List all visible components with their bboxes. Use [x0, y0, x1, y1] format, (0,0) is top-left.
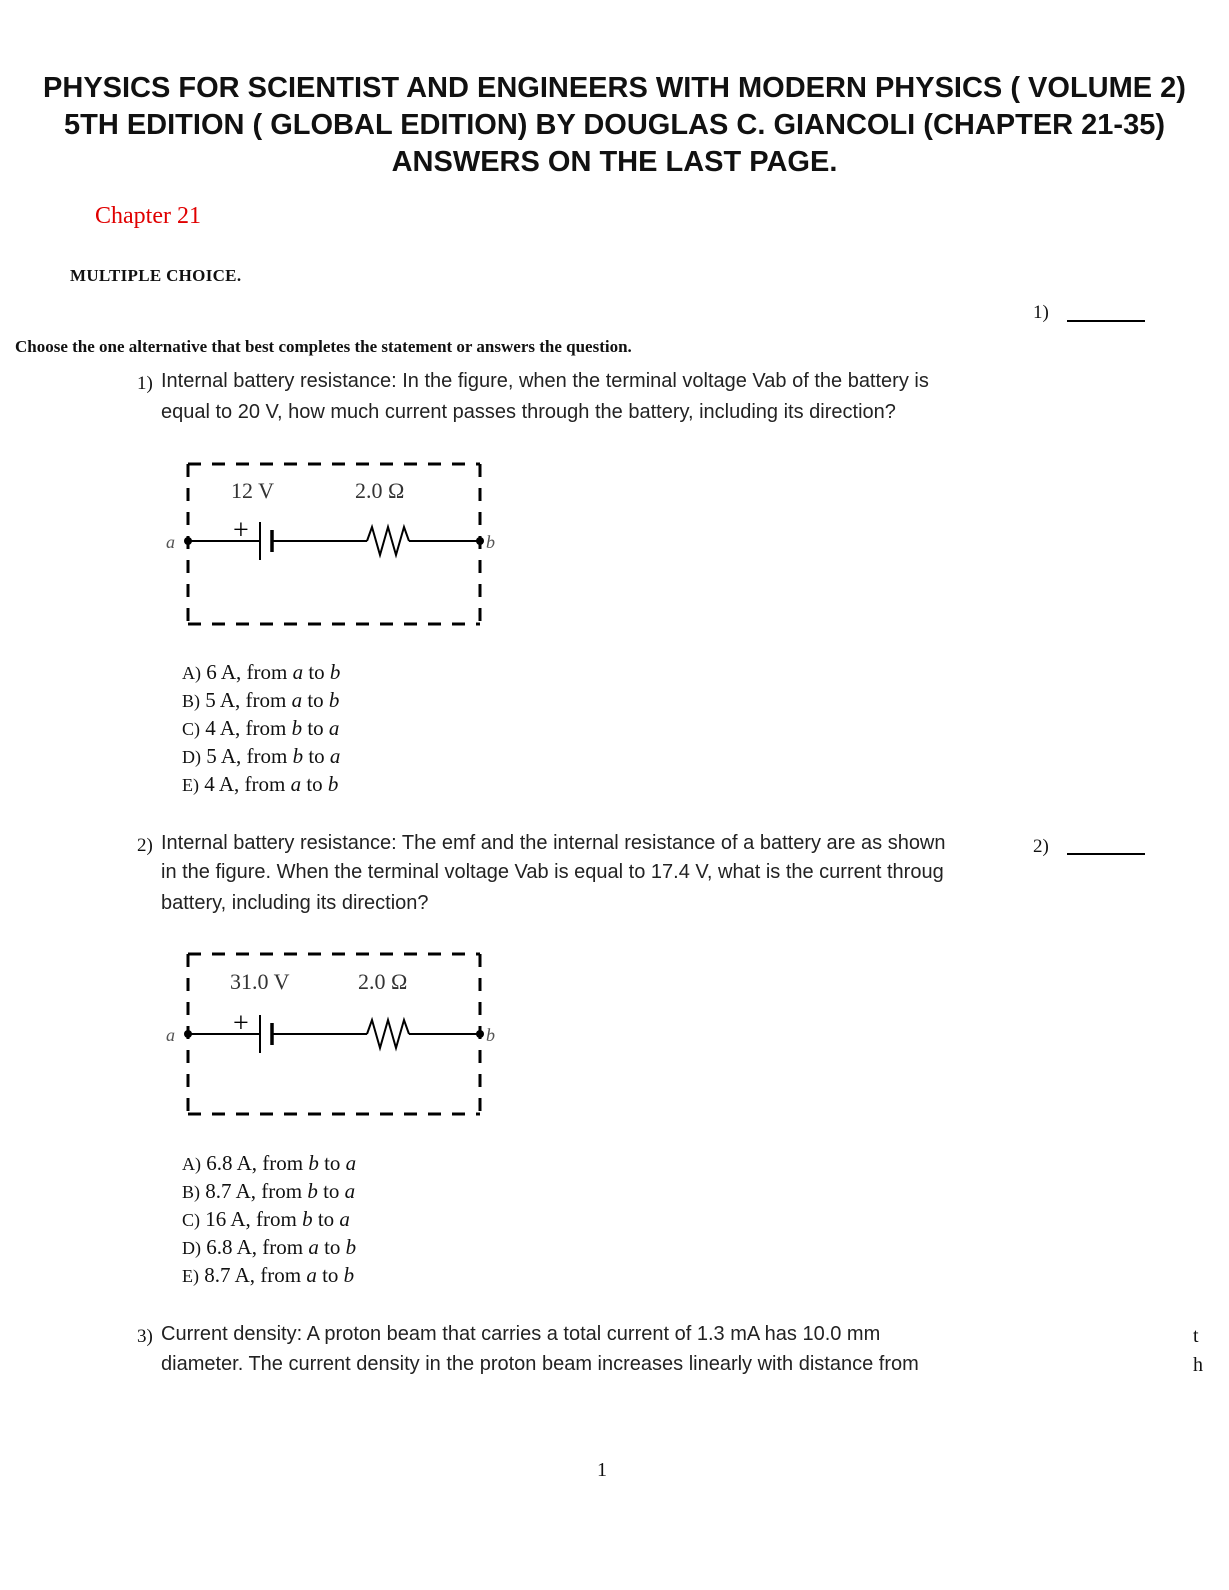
option-1c[interactable]: C) 4 A, from b to a	[182, 716, 340, 740]
resistance-label: 2.0 Ω	[358, 969, 408, 994]
node-a-dot	[184, 537, 192, 545]
page-number: 1	[597, 1459, 607, 1481]
plus-sign: +	[233, 1008, 249, 1039]
question-1-line-1: Internal battery resistance: In the figure, when the terminal voltage Vab of the battery is	[161, 370, 929, 392]
resistor-zigzag	[367, 1020, 409, 1048]
section-heading: MULTIPLE CHOICE.	[70, 266, 242, 285]
chapter-heading: Chapter 21	[95, 203, 201, 229]
title-line-1: PHYSICS FOR SCIENTIST AND ENGINEERS WITH MODERN PHYSICS ( VOLUME 2)	[43, 72, 1186, 104]
question-2-options	[182, 1151, 356, 1291]
emf-label: 12 V	[231, 478, 274, 503]
instruction: Choose the one alternative that best completes the statement or answers the question.	[15, 337, 632, 356]
node-a-label: a	[166, 1025, 175, 1045]
option-1b[interactable]: B) 5 A, from a to b	[182, 688, 340, 712]
answer-slot-2-label: 2)	[1033, 836, 1049, 857]
question-2-line-1: Internal battery resistance: The emf and the internal resistance of a battery are as shown	[161, 832, 946, 854]
option-2c[interactable]: C) 16 A, from b to a	[182, 1207, 350, 1231]
plus-sign: +	[233, 515, 249, 546]
question-1-line-2: equal to 20 V, how much current passes through the battery, including its direction?	[161, 401, 896, 423]
option-2d[interactable]: D) 6.8 A, from a to b	[182, 1235, 357, 1259]
resistance-label: 2.0 Ω	[355, 478, 405, 503]
title-line-3: ANSWERS ON THE LAST PAGE.	[391, 146, 838, 178]
option-2a[interactable]: A) 6.8 A, from b to a	[182, 1151, 357, 1175]
answer-slot-2-blank[interactable]	[1067, 853, 1145, 855]
emf-label: 31.0 V	[230, 969, 290, 994]
answer-slot-1-label: 1)	[1033, 302, 1049, 323]
question-2-line-3: battery, including its direction?	[161, 892, 429, 914]
node-b-label: b	[486, 532, 495, 552]
circuit-figure-1	[150, 455, 510, 635]
question-1-options	[182, 660, 340, 800]
option-1d[interactable]: D) 5 A, from b to a	[182, 744, 341, 768]
node-a-dot	[184, 1030, 192, 1038]
circuit-figure-2	[150, 945, 510, 1125]
answer-slot-1-blank[interactable]	[1067, 320, 1145, 322]
resistor-zigzag	[367, 527, 409, 555]
node-b-dot	[476, 537, 484, 545]
title-line-2: 5TH EDITION ( GLOBAL EDITION) BY DOUGLAS C. GIANCOLI (CHAPTER 21-35)	[64, 109, 1165, 141]
option-2e[interactable]: E) 8.7 A, from a to b	[182, 1263, 355, 1287]
question-3-number: 3)	[137, 1326, 153, 1347]
node-b-dot	[476, 1030, 484, 1038]
question-3-line-2: diameter. The current density in the proton beam increases linearly with distance from	[161, 1353, 919, 1375]
margin-fragment-2: h	[1193, 1354, 1203, 1376]
question-3-line-1: Current density: A proton beam that carries a total current of 1.3 mA has 10.0 mm	[161, 1323, 881, 1345]
node-b-label: b	[486, 1025, 495, 1045]
question-1-number: 1)	[137, 373, 153, 394]
option-1e[interactable]: E) 4 A, from a to b	[182, 772, 339, 796]
option-1a[interactable]: A) 6 A, from a to b	[182, 660, 341, 684]
question-2-line-2: in the figure. When the terminal voltage Vab is equal to 17.4 V, what is the current throug	[161, 861, 944, 883]
option-2b[interactable]: B) 8.7 A, from b to a	[182, 1179, 356, 1203]
question-2-number: 2)	[137, 835, 153, 856]
node-a-label: a	[166, 532, 175, 552]
margin-fragment-1: t	[1193, 1325, 1199, 1347]
